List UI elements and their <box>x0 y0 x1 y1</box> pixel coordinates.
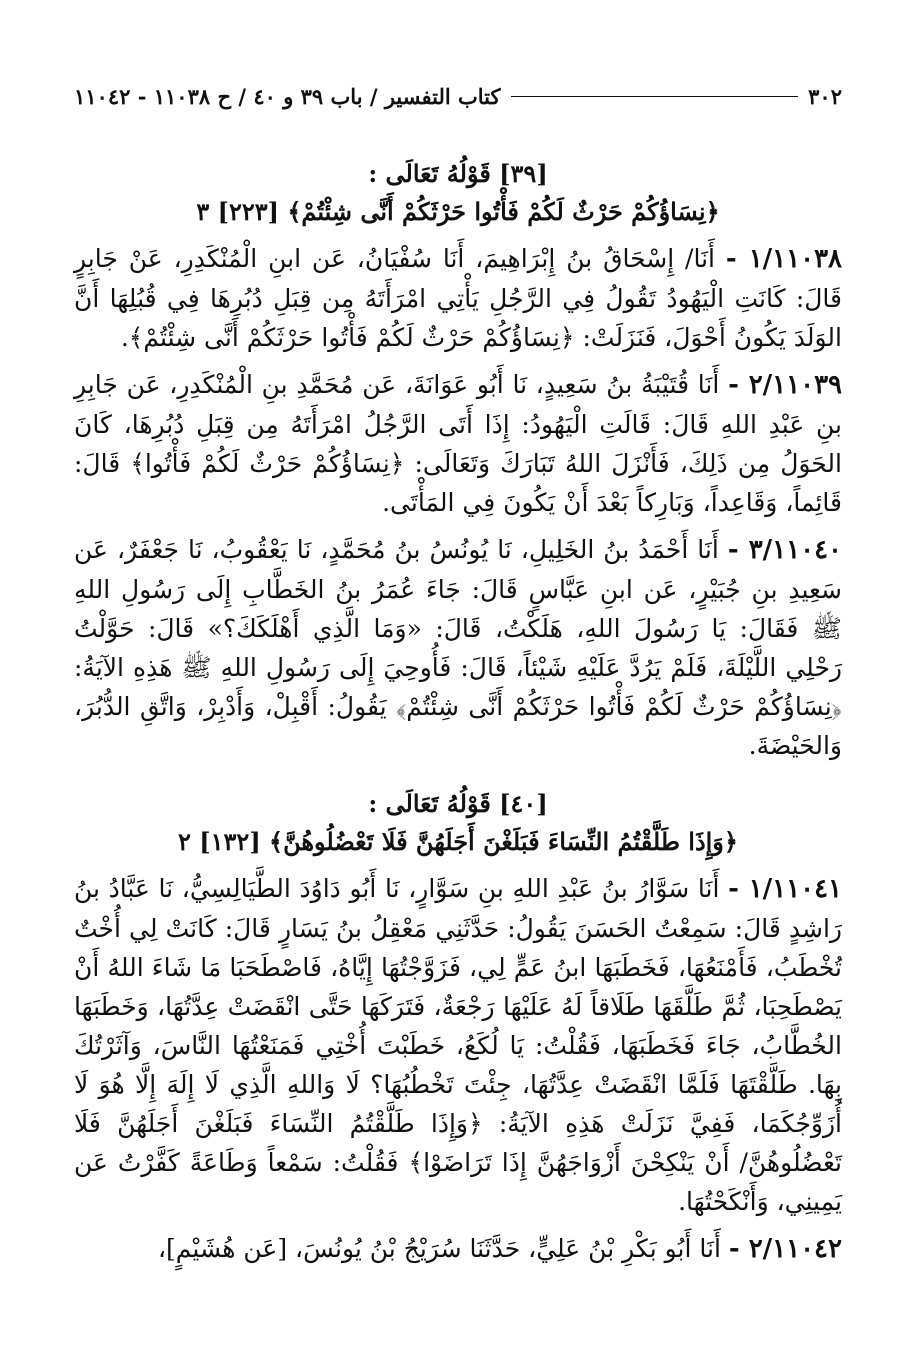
section-title: [٤٠] قَوْلُهُ تَعَالَى : <box>368 789 548 818</box>
section-heading <box>74 785 842 861</box>
hadith-paragraph <box>74 239 842 357</box>
hadith-paragraph <box>74 530 842 765</box>
hadith-number: ١/١١٠٣٨ - <box>725 244 843 274</box>
running-header <box>74 84 842 115</box>
header-rule <box>511 96 799 97</box>
hadith-text: أَنَا/ إِسْحَاقُ بنُ إِبْرَاهِيمَ، أَنَا سُفْيَانُ، عَن ابنِ الْمُنْكَدِرِ، عَنْ جَابِرٍ قَالَ: كَانَتِ الْيَهُودُ تَقُولُ فِي الرَّجُلِ يَأْتِي امْرَأَتَهُ مِن قِبَلِ دُبُرِهَا فِي قُبُلِهَا أَنَّ الوَلَدَ يَكُونُ أَحْوَلَ، فَنَزَلَتْ: ﴿نِسَاؤُكُمْ حَرْثٌ لَكُمْ فَأْتُوا حَرْثَكُمْ أَنَّى شِئْتُمْ﴾. <box>74 244 842 352</box>
hadith-number: ١/١١٠٤١ - <box>728 874 843 904</box>
hadith-paragraph <box>74 869 842 1221</box>
hadith-paragraph <box>74 1229 842 1269</box>
hadith-text: أَنَا أَحْمَدُ بنُ الخَلِيلِ، نَا يُونُسُ بنُ مُحَمَّدٍ، نَا يَعْقُوبُ، نَا جَعْفَرٌ، عَن سَعِيدِ بنِ جُبَيْرٍ، عَن ابنِ عَبَّاسٍ قَالَ: جَاءَ عُمَرُ بنُ الخَطَّابِ إِلَى رَسُولِ اللهِ ﷺ فَقَالَ: يَا رَسُولَ اللهِ، هَلَكْتُ، قَالَ: «وَمَا الَّذِي أَهْلَكَكَ؟» قَالَ: حَوَّلْتُ رَحْلِي اللَّيْلَةَ، فَلَمْ يَرُدَّ عَلَيْهِ شَيْئاً، قَالَ: فَأُوحِيَ إِلَى رَسُولِ اللهِ ﷺ هَذِهِ الآيَةُ: ﴿نِسَاؤُكُمْ حَرْثٌ لَكُمْ فَأْتُوا حَرْثَكُمْ أَنَّى شِئْتُمْ﴾ يَقُولُ: أَقْبِلْ، وَأَدْبِرْ، وَاتَّقِ الدُّبُرَ، وَالحَيْضَةَ. <box>74 535 842 760</box>
hadith-number: ٣/١١٠٤٠ - <box>727 535 843 565</box>
hadith-text: أَنَا أَبُو بَكْرِ بْنُ عَلِيٍّ، حَدَّثَنَا سُرَيْجُ بْنُ يُونُسَ، [عَن هُشَيْمٍ]، <box>157 1234 721 1263</box>
hadith-paragraph <box>74 365 842 522</box>
section-heading <box>74 155 842 231</box>
hadith-text: أَنَا سَوَّارُ بنُ عَبْدِ اللهِ بنِ سَوَّارٍ، نَا أَبُو دَاوُدَ الطَّيَالِسِيُّ، نَا عَبَّادُ بنُ رَاشِدٍ قَالَ: سَمِعْتُ الحَسَنَ يَقُولُ: حَدَّثَنِي مَعْقِلُ بنُ يَسَارٍ قَالَ: كَانَتْ لِي أُخْتٌ تُخْطَبُ، فَأَمْنَعُهَا، فَخَطَبَهَا ابنُ عَمٍّ لِي، فَزَوَّجْتُهَا إِيَّاهُ، فَاصْطَحَبَا مَا شَاءَ اللهُ أَنْ يَصْطَحِبَا، ثُمَّ طَلَّقَهَا طَلَاقاً لَهُ عَلَيْهَا رَجْعَةٌ، فَتَرَكَهَا حَتَّى انْقَضَتْ عِدَّتُهَا، وَخَطَبَهَا الخُطَّابُ، جَاءَ فَخَطَبَهَا، فَقُلْتُ: يَا لُكَعُ، خَطَبْتَ أُخْتِي فَمَنَعْتُهَا النَّاسَ، وَآثَرْتُكَ بِهَا. طَلَّقْتَهَا فَلَمَّا انْقَضَتْ عِدَّتُهَا، جِئْتَ تَخْطُبُهَا؟ لَا وَاللهِ الَّذِي لَا إِلَهَ إِلَّا هُوَ لَا أُزَوِّجُكَمَا، فَفِيَّ نَزَلَتْ هَذِهِ الآيَةُ: ﴿وَإِذَا طَلَّقْتُمُ النِّسَاءَ فَبَلَغْنَ أَجَلَهُنَّ فَلَا تَعْضُلُوهُنَّ/ أَنْ يَنْكِحْنَ أَزْوَاجَهُنَّ إِذَا تَرَاضَوْا﴾ فَقُلْتُ: سَمْعاً وَطَاعَةً كَفَّرْتُ عَن يَمِينِي، وَأَنْكَحْتُهَا. <box>74 874 842 1216</box>
quran-verse: ﴿وَإِذَا طَلَّقْتُمُ النِّسَاءَ فَبَلَغْنَ أَجَلَهُنَّ فَلَا تَعْضُلُوهُنَّ﴾ [١٣٢] ٢ <box>178 827 738 856</box>
running-title: كتاب التفسير / باب ٣٩ و ٤٠ / ح ١١٠٣٨ - ١١٠٤٢ <box>74 84 501 109</box>
section-gap <box>74 771 842 785</box>
quran-verse: ﴿نِسَاؤُكُمْ حَرْثٌ لَكُمْ فَأْتُوا حَرْثَكُمْ أَنَّى شِئْتُمْ﴾ [٢٢٣] ٣ <box>196 197 720 226</box>
hadith-number: ٢/١١٠٣٩ - <box>728 370 843 400</box>
hadith-number: ٢/١١٠٤٢ - <box>728 1234 842 1264</box>
section-title: [٣٩] قَوْلُهُ تَعَالَى : <box>368 159 548 188</box>
hadith-text: أَنَا قُتَيْبَةُ بنُ سَعِيدٍ، نَا أَبُو عَوَانَةَ، عَن مُحَمَّدِ بنِ الْمُنْكَدِرِ، عَن جَابِرِ بنِ عَبْدِ اللهِ قَالَ: قَالَتِ الْيَهُودُ: إِذَا أَتَى الرَّجُلُ امْرَأَتَهُ مِن قِبَلِ دُبُرِهَا، كَانَ الحَوَلُ مِن ذَلِكَ، فَأَنْزَلَ اللهُ تَبَارَكَ وَتَعَالَى: ﴿نِسَاؤُكُمْ حَرْثٌ لَكُمْ فَأْتُوا﴾ قَالَ: قَائِماً، وَقَاعِداً، وَبَارِكاً بَعْدَ أَنْ يَكُونَ فِي المَأْتَى. <box>74 370 842 517</box>
page-number: ٣٠٢ <box>808 84 842 109</box>
